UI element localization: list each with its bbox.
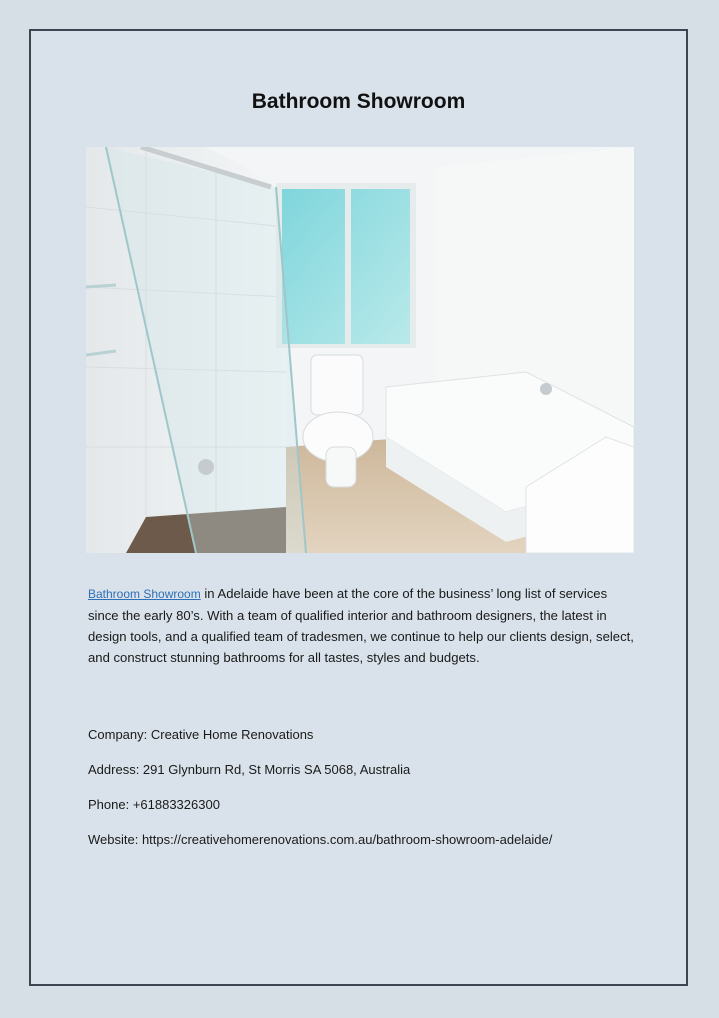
document-page [29, 29, 688, 986]
bathroom-photo [86, 147, 634, 553]
company-line: Company: Creative Home Renovations [88, 727, 314, 742]
intro-paragraph-text: in Adelaide have been at the core of the business’ long list of services since the early 80’s. With a team of qualified interior and bathroom designers, the latest in design tools, and a qualified team of tradesmen, we continue to help our clients design, select, and construct stunning bathrooms for all tastes, styles and budgets. [88, 586, 634, 665]
website-line: Website: https://creativehomerenovations.com.au/bathroom-showroom-adelaide/ [88, 832, 553, 847]
page-title: Bathroom Showroom [251, 90, 466, 113]
address-line: Address: 291 Glynburn Rd, St Morris SA 5068, Australia [88, 762, 411, 777]
intro-paragraph [88, 583, 638, 668]
phone-line: Phone: +61883326300 [88, 797, 220, 812]
bathroom-showroom-link[interactable]: Bathroom Showroom [88, 587, 201, 601]
